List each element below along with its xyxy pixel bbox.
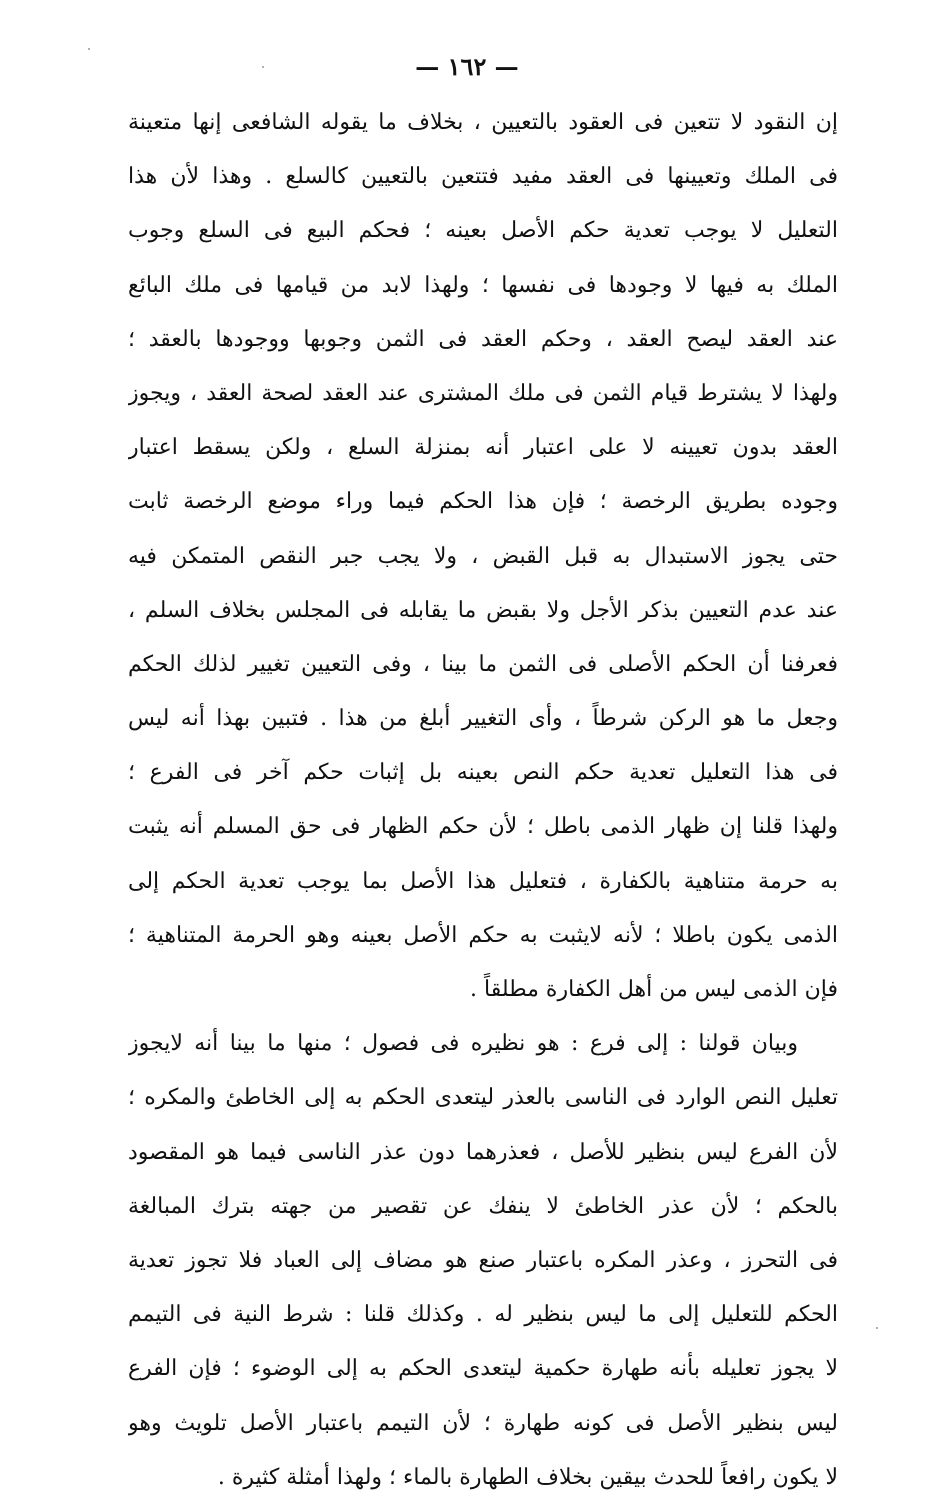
text-line: ولهذا لا يشترط قيام الثمن فى ملك المشترى عند العقد لصحة العقد ، ويجوز bbox=[128, 380, 838, 406]
text-line: إن النقود لا تتعين فى العقود بالتعيين ، بخلاف ما يقوله الشافعى إنها متعينة bbox=[128, 110, 838, 135]
text-line: فعرفنا أن الحكم الأصلى فى الثمن ما بينا ، وفى التعيين تغيير لذلك الحكم bbox=[128, 651, 838, 677]
text-line: وبيان قولنا : إلى فرع : هو نظيره فى فصول ؛ منها ما بينا أنه لايجوز bbox=[128, 1031, 798, 1057]
scan-speck bbox=[88, 48, 90, 50]
scan-speck bbox=[876, 1327, 878, 1329]
text-line: فى التحرز ، وعذر المكره باعتبار صنع هو مضاف إلى العباد فلا تجوز تعدية bbox=[128, 1247, 838, 1273]
scan-speck bbox=[262, 66, 264, 68]
body-text bbox=[128, 96, 838, 1505]
text-line: بالحكم ؛ لأن عذر الخاطئ لا ينفك عن تقصير من جهته بترك المبالغة bbox=[128, 1193, 838, 1219]
text-line: فى الملك وتعيينها فى العقد مفيد فتتعين بالتعيين كالسلع . وهذا لأن هذا bbox=[128, 164, 838, 190]
paragraph bbox=[128, 1017, 838, 1505]
text-line: فى هذا التعليل تعدية حكم النص بعينه بل إثبات حكم آخر فى الفرع ؛ bbox=[128, 760, 838, 786]
text-line: وجعل ما هو الركن شرطاً ، وأى التغيير أبلغ من هذا . فتبين بهذا أنه ليس bbox=[128, 706, 838, 732]
text-line: تعليل النص الوارد فى الناسى بالعذر ليتعدى الحكم به إلى الخاطئ والمكره ؛ bbox=[128, 1085, 838, 1111]
text-line: به حرمة متناهية بالكفارة ، فتعليل هذا الأصل بما يوجب تعدية الحكم إلى bbox=[128, 868, 838, 894]
text-line: عند العقد ليصح العقد ، وحكم العقد فى الثمن وجوبها ووجودها بالعقد ؛ bbox=[128, 326, 838, 352]
text-line: الملك به فيها لا وجودها فى نفسها ؛ ولهذا لابد من قيامها فى ملك البائع bbox=[128, 272, 838, 298]
text-line: حتى يجوز الاستبدال به قبل القبض ، ولا يجب جبر النقص المتمكن فيه bbox=[128, 543, 838, 569]
text-line: لا يجوز تعليله بأنه طهارة حكمية ليتعدى الحكم به إلى الوضوء ؛ فإن الفرع bbox=[128, 1356, 838, 1382]
text-line: التعليل لا يوجب تعدية حكم الأصل بعينه ؛ فحكم البيع فى السلع وجوب bbox=[128, 218, 838, 244]
text-line: لا يكون رافعاً للحدث بيقين بخلاف الطهارة بالماء ؛ ولهذا أمثلة كثيرة . bbox=[217, 1464, 838, 1490]
paragraph bbox=[128, 96, 838, 1017]
text-line: فإن الذمى ليس من أهل الكفارة مطلقاً . bbox=[470, 977, 838, 1002]
text-line: الحكم للتعليل إلى ما ليس بنظير له . وكذلك قلنا : شرط النية فى التيمم bbox=[128, 1302, 838, 1328]
text-line: عند عدم التعيين بذكر الأجل ولا بقبض ما يقابله فى المجلس بخلاف السلم ، bbox=[128, 597, 838, 623]
text-line: لأن الفرع ليس بنظير للأصل ، فعذرهما دون عذر الناسى فيما هو المقصود bbox=[128, 1139, 838, 1165]
text-line: ليس بنظير الأصل فى كونه طهارة ؛ لأن التيمم باعتبار الأصل تلويث وهو bbox=[128, 1410, 838, 1436]
text-line: العقد بدون تعيينه لا على اعتبار أنه بمنزلة السلع ، ولكن يسقط اعتبار bbox=[128, 435, 838, 461]
page-number: — ١٦٢ — bbox=[415, 52, 519, 81]
text-line: ولهذا قلنا إن ظهار الذمى باطل ؛ لأن حكم الظهار فى حق المسلم أنه يثبت bbox=[128, 814, 838, 840]
text-line: الذمى يكون باطلا ؛ لأنه لايثبت به حكم الأصل بعينه وهو الحرمة المتناهية ؛ bbox=[128, 922, 838, 948]
text-line: وجوده بطريق الرخصة ؛ فإن هذا الحكم فيما وراء موضع الرخصة ثابت bbox=[128, 489, 838, 515]
